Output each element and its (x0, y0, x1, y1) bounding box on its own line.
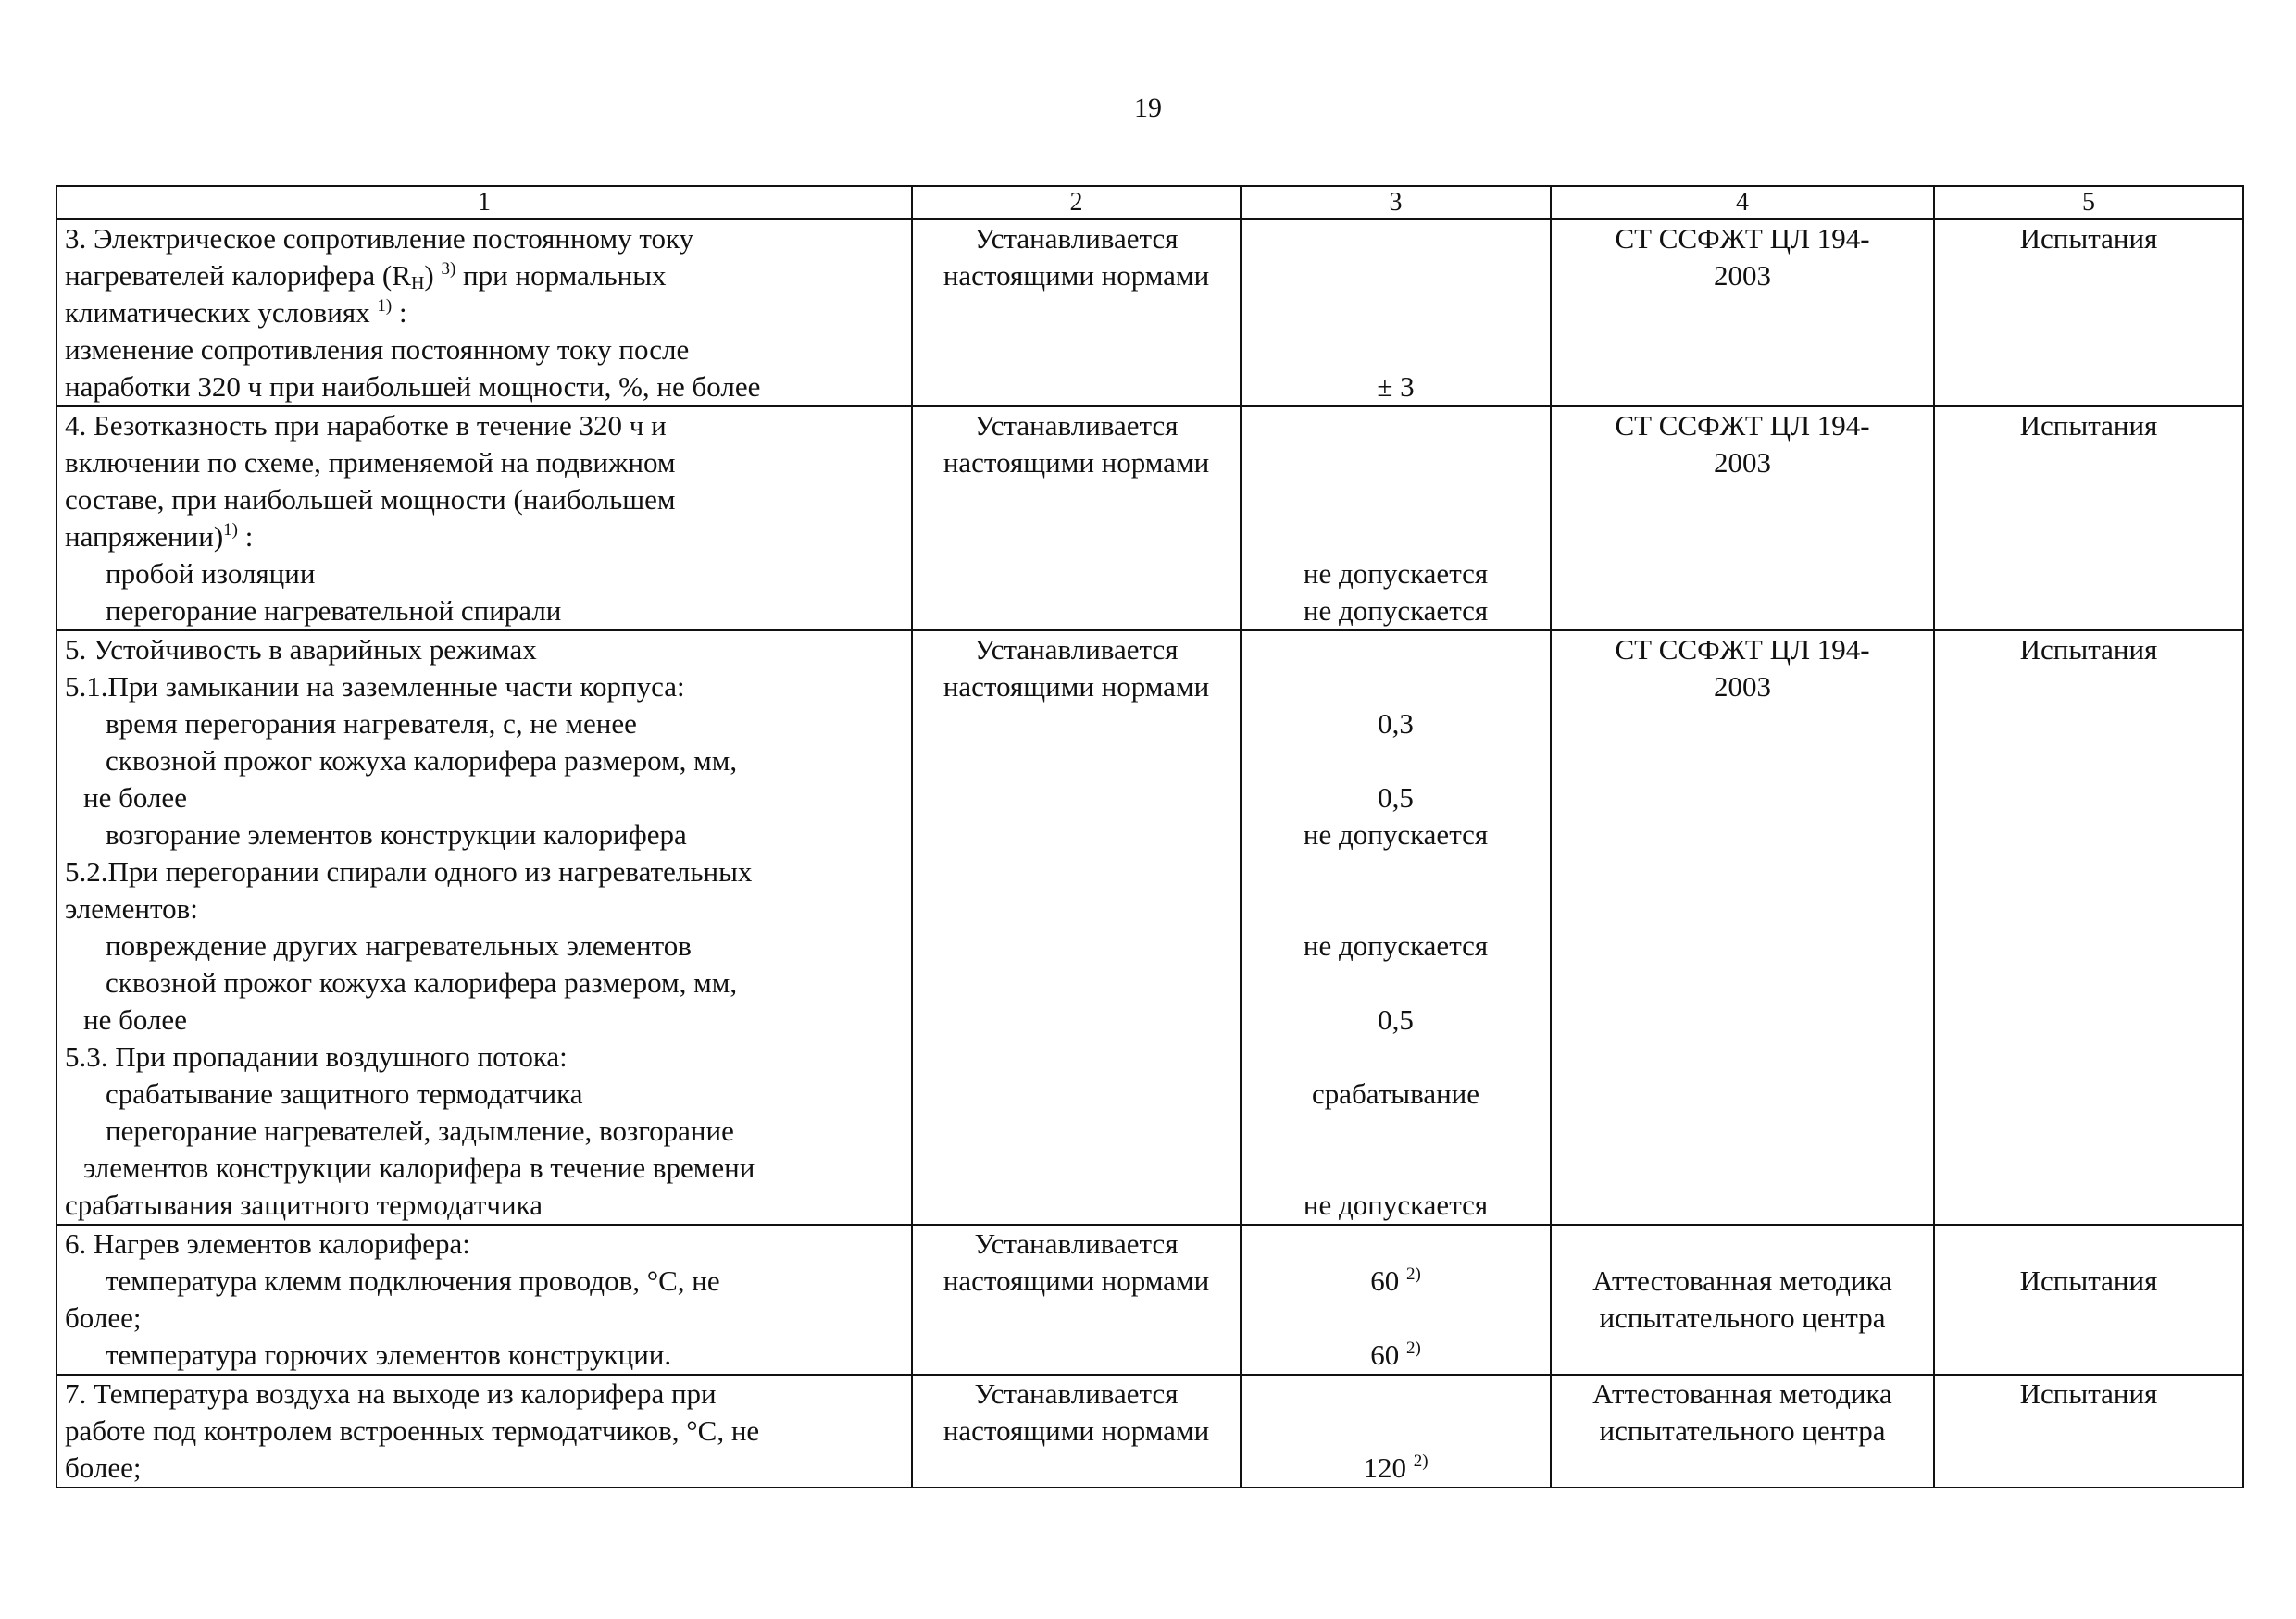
row-3-line-4: изменение сопротивления постоянному току после (65, 333, 690, 366)
row-7-norm-source: Устанавливается настоящими нормами (912, 1375, 1241, 1488)
row-7-control: Испытания (1934, 1375, 2243, 1488)
row-7-value: 120 $^{2)}$ (1241, 1375, 1551, 1488)
row-4-line-6: перегорание нагревательной спирали (106, 594, 562, 627)
row-4-line-2: включении по схеме, применяемой на подвижном (65, 446, 676, 479)
row-4-standard: СТ ССФЖТ ЦЛ 194- 2003 (1551, 406, 1934, 630)
row-3-line-3: климатических условиях $^{1)}$ : (65, 296, 407, 329)
table-row-3 (56, 219, 2243, 406)
row-5-standard: СТ ССФЖТ ЦЛ 194- 2003 (1551, 630, 1934, 1225)
row-6-value: 60 $^{2)}$ 60 $^{2)}$ (1241, 1225, 1551, 1375)
row-7-requirement: 7. Температура воздуха на выходе из калорифера при работе под контролем встроенных термодатчиков, °С, не более; (56, 1375, 912, 1488)
row-3-norm-source: Устанавливается настоящими нормами (912, 219, 1241, 406)
header-col-1: 1 (56, 186, 912, 219)
header-col-5: 5 (1934, 186, 2243, 219)
row-5-control: Испытания (1934, 630, 2243, 1225)
header-col-2: 2 (912, 186, 1241, 219)
row-3-requirement (56, 219, 912, 406)
row-5-requirement: 5. Устойчивость в аварийных режимах 5.1.При замыкании на заземленные части корпуса: время перегорания нагревателя, с, не менее сквозной прожог кожуха калорифера размером, мм, не более возгорание элементов конструкции калорифера 5.2.При перегорании спирали одного из нагревательных элементов: повреждение других нагревательных элементов сквозной прожог кожуха калорифера размером, мм, не более 5.3. При пропадании воздушного потока: срабатывание защитного термодатчика перегорание нагревателей, задымление, возгорание элементов конструкции калорифера в течение времени срабатывания защитного термодатчика (56, 630, 912, 1225)
row-3-line-2: нагревателей калорифера $(R_Н)$ $^{3)}$ при нормальных (65, 259, 667, 293)
row-4-line-5: пробой изоляции (106, 557, 316, 590)
row-4-value: не допускается не допускается (1241, 406, 1551, 630)
header-row (56, 186, 2243, 219)
row-5-norm-source: Устанавливается настоящими нормами (912, 630, 1241, 1225)
row-4-line-1: 4. Безотказность при наработке в течение 320 ч и (65, 409, 667, 442)
row-4-line-4: напряжении)$^{1)}$ : (65, 520, 254, 553)
table-row-4 (56, 406, 2243, 630)
page-number: 19 (1134, 93, 1162, 123)
row-3-line-1: 3. Электрическое сопротивление постоянному току (65, 222, 694, 255)
row-6-standard: Аттестованная методика испытательного центра (1551, 1225, 1934, 1375)
table-row-5 (56, 630, 2243, 1225)
row-6-requirement: 6. Нагрев элементов калорифера: температура клемм подключения проводов, °С, не более; температура горючих элементов конструкции. (56, 1225, 912, 1375)
norms-table (56, 185, 2244, 1488)
row-4-requirement (56, 406, 912, 630)
row-4-control: Испытания (1934, 406, 2243, 630)
table-row-6 (56, 1225, 2243, 1375)
row-7-standard: Аттестованная методика испытательного центра (1551, 1375, 1934, 1488)
row-3-control: Испытания (1934, 219, 2243, 406)
header-col-4: 4 (1551, 186, 1934, 219)
row-5-value: 0,3 0,5 не допускается не допускается 0,5 срабатывание не допускается (1241, 630, 1551, 1225)
row-6-norm-source: Устанавливается настоящими нормами (912, 1225, 1241, 1375)
header-col-3: 3 (1241, 186, 1551, 219)
row-3-line-5: наработки 320 ч при наибольшей мощности, %, не более (65, 370, 761, 403)
row-6-control: Испытания (1934, 1225, 2243, 1375)
table-row-7 (56, 1375, 2243, 1488)
row-4-line-3: составе, при наибольшей мощности (наибольшем (65, 483, 676, 516)
row-3-value (1241, 219, 1551, 406)
row-4-norm-source: Устанавливается настоящими нормами (912, 406, 1241, 630)
row-3-standard: СТ ССФЖТ ЦЛ 194- 2003 (1551, 219, 1934, 406)
row-3-tolerance: ± 3 (1377, 370, 1415, 403)
